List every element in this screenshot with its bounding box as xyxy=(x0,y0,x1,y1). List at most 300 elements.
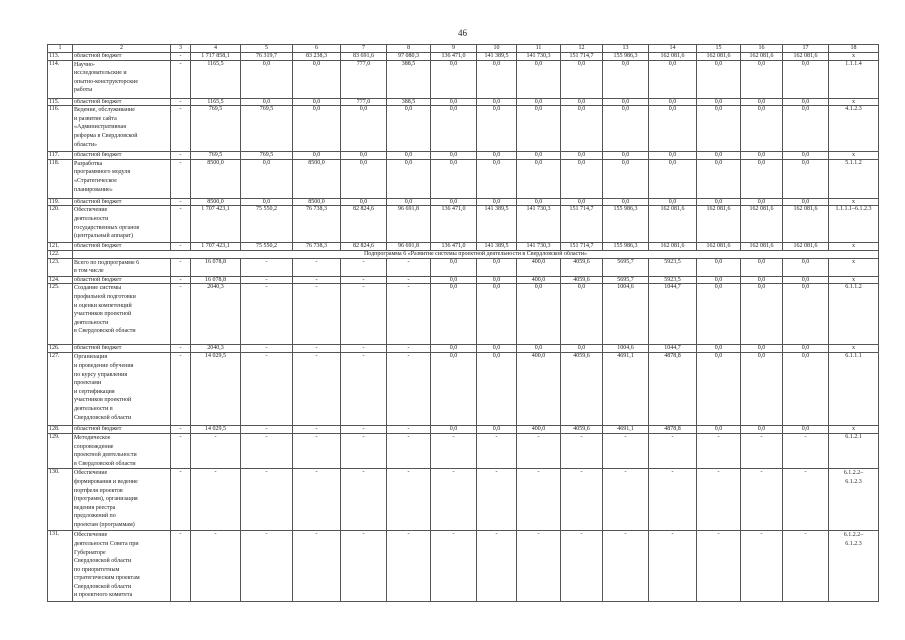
table-cell: - xyxy=(191,531,241,602)
table-cell: 0,0 xyxy=(603,198,649,206)
table-cell: 0,0 xyxy=(517,345,561,353)
row-label-line: сопровождение xyxy=(74,443,114,450)
table-cell: 0,0 xyxy=(431,258,477,276)
table-cell: - xyxy=(341,284,387,345)
table-cell: 1004,6 xyxy=(603,345,649,353)
table-cell: 0,0 xyxy=(603,98,649,106)
row-label-line: профильной подготовки xyxy=(74,293,136,300)
column-header: 9 xyxy=(431,45,477,53)
table-cell xyxy=(829,469,879,531)
row-label xyxy=(73,345,171,353)
table-cell: 0,0 xyxy=(561,106,603,152)
table-row xyxy=(48,53,879,61)
table-cell: - xyxy=(477,531,517,602)
row-label-line: стратегическим проектам xyxy=(74,575,140,582)
table-cell: - xyxy=(241,469,293,531)
table-cell: 0,0 xyxy=(241,98,293,106)
table-cell: - xyxy=(171,276,191,284)
table-cell: 162 081,6 xyxy=(783,243,829,251)
table-cell: 0,0 xyxy=(431,284,477,345)
table-cell: 0,0 xyxy=(517,106,561,152)
table-cell: 777,0 xyxy=(341,98,387,106)
table-cell: - xyxy=(191,469,241,531)
table-cell: 76 319,7 xyxy=(241,53,293,61)
table-cell: - xyxy=(431,433,477,468)
row-label-line: опытно-конструкторские xyxy=(74,78,139,85)
table-cell: 0,0 xyxy=(293,60,341,98)
table-cell: - xyxy=(603,531,649,602)
row-label xyxy=(73,60,171,98)
table-cell: 0,0 xyxy=(783,106,829,152)
table-cell: - xyxy=(783,433,829,468)
table-cell: - xyxy=(387,345,431,353)
table-cell: - xyxy=(783,531,829,602)
table-cell: - xyxy=(293,531,341,602)
table-cell: 0,0 xyxy=(603,106,649,152)
table-cell: 0,0 xyxy=(741,284,783,345)
table-row xyxy=(48,152,879,160)
table-cell: 4059,6 xyxy=(561,258,603,276)
table-cell: 0,0 xyxy=(341,152,387,160)
table-cell: 0,0 xyxy=(741,345,783,353)
column-header: 16 xyxy=(741,45,783,53)
row-number: 129. xyxy=(48,433,73,468)
table-cell: 0,0 xyxy=(603,60,649,98)
table-cell: - xyxy=(293,353,341,426)
table-row xyxy=(48,198,879,206)
table-cell: 400,0 xyxy=(517,426,561,434)
table-cell: - xyxy=(431,531,477,602)
table-cell xyxy=(829,531,879,602)
table-cell: - xyxy=(341,433,387,468)
table-cell: - xyxy=(387,284,431,345)
table-cell: 777,0 xyxy=(341,60,387,98)
row-label xyxy=(73,531,171,602)
table-cell: 0,0 xyxy=(649,106,697,152)
table-cell: 2040,3 xyxy=(191,284,241,345)
table-cell: 0,0 xyxy=(387,106,431,152)
row-number: 113. xyxy=(48,53,73,61)
table-cell: 0,0 xyxy=(241,159,293,198)
row-label xyxy=(73,106,171,152)
table-cell: 0,0 xyxy=(241,198,293,206)
table-cell: 0,0 xyxy=(697,426,741,434)
column-header: 18 xyxy=(829,45,879,53)
table-cell: - xyxy=(387,353,431,426)
row-label xyxy=(73,152,171,160)
row-label-line: планирование» xyxy=(74,186,113,193)
table-cell: 0,0 xyxy=(431,152,477,160)
table-row xyxy=(48,469,879,531)
row-number: 119. xyxy=(48,198,73,206)
table-cell: 0,0 xyxy=(561,98,603,106)
table-cell: 141 730,3 xyxy=(517,243,561,251)
table-cell: 75 550,2 xyxy=(241,206,293,243)
table-cell: - xyxy=(741,433,783,468)
row-label-line: Свердловской области xyxy=(74,583,132,590)
table-cell: 4059,6 xyxy=(561,426,603,434)
table-cell: - xyxy=(171,206,191,243)
table-cell: - xyxy=(191,433,241,468)
row-label-line: областной бюджет xyxy=(74,426,122,433)
row-number: 126. xyxy=(48,345,73,353)
table-cell: 4691,1 xyxy=(603,353,649,426)
table-cell: 400,0 xyxy=(517,258,561,276)
table-cell: 162 081,6 xyxy=(649,243,697,251)
table-cell: 0,0 xyxy=(293,152,341,160)
table-cell: - xyxy=(241,531,293,602)
table-cell: 141 730,3 xyxy=(517,206,561,243)
row-label xyxy=(73,284,171,345)
table-cell: 0,0 xyxy=(649,198,697,206)
table-cell: 0,0 xyxy=(783,284,829,345)
table-cell: - xyxy=(171,426,191,434)
table-cell: 0,0 xyxy=(783,258,829,276)
table-cell: х xyxy=(829,243,879,251)
row-label-line: (программ), организация xyxy=(74,496,138,503)
table-cell: х xyxy=(829,198,879,206)
row-label xyxy=(73,206,171,243)
column-header: 1 xyxy=(48,45,73,53)
row-label-line: реформа в Свердловской xyxy=(74,132,138,139)
table-cell: 0,0 xyxy=(241,60,293,98)
row-label-line: и оценки компетенций xyxy=(74,302,132,309)
row-label-line: Обеспечение xyxy=(74,532,108,539)
table-cell: - xyxy=(241,426,293,434)
table-cell: - xyxy=(171,98,191,106)
row-label-line: участников проектной xyxy=(74,311,132,318)
table-cell: 82 824,6 xyxy=(341,243,387,251)
row-label-line: Методическое xyxy=(74,434,111,441)
row-label-line: Свердловской области xyxy=(74,414,132,421)
table-cell: - xyxy=(171,243,191,251)
table-cell: - xyxy=(293,276,341,284)
table-cell: 0,0 xyxy=(561,198,603,206)
row-number: 128. xyxy=(48,426,73,434)
row-label-line: и развитие сайта xyxy=(74,115,117,122)
table-cell: - xyxy=(293,258,341,276)
row-label-line: деятельности xyxy=(74,215,109,222)
column-header: 3 xyxy=(171,45,191,53)
table-cell: 151 714,7 xyxy=(561,243,603,251)
row-number: 121. xyxy=(48,243,73,251)
row-number: 127. xyxy=(48,353,73,426)
row-label-line: проектам (программам) xyxy=(74,521,135,528)
column-header: 4 xyxy=(191,45,241,53)
row-label-line: программного модуля xyxy=(74,169,131,176)
table-cell: - xyxy=(431,469,477,531)
row-label-line: Организация xyxy=(74,354,108,361)
table-cell: 0,0 xyxy=(783,60,829,98)
table-cell: 0,0 xyxy=(741,276,783,284)
row-label-line: по приоритетным xyxy=(74,566,120,573)
table-cell: 0,0 xyxy=(341,198,387,206)
table-cell: 0,0 xyxy=(783,152,829,160)
table-cell: 8500,0 xyxy=(293,198,341,206)
table-cell: 96 691,8 xyxy=(387,243,431,251)
column-header: 10 xyxy=(477,45,517,53)
table-cell: - xyxy=(741,469,783,531)
table-cell: - xyxy=(171,531,191,602)
row-label xyxy=(73,353,171,426)
row-label-line: деятельности Совета при xyxy=(74,540,139,547)
table-cell: 769,5 xyxy=(241,152,293,160)
row-label-line: ведения реестра xyxy=(74,504,116,511)
table-cell: 5695,7 xyxy=(603,258,649,276)
table-cell: 8500,0 xyxy=(293,159,341,198)
table-cell: - xyxy=(517,469,561,531)
table-cell: - xyxy=(293,426,341,434)
table-cell: - xyxy=(387,276,431,284)
table-cell: 8500,0 xyxy=(191,198,241,206)
table-cell: 4059,6 xyxy=(561,276,603,284)
table-cell: 0,0 xyxy=(431,60,477,98)
table-cell: 141 389,5 xyxy=(477,206,517,243)
table-cell: 0,0 xyxy=(431,353,477,426)
row-label-line: работы xyxy=(74,87,93,94)
table-cell: 0,0 xyxy=(293,106,341,152)
table-cell: 388,5 xyxy=(387,98,431,106)
table-cell: - xyxy=(603,469,649,531)
table-cell: - xyxy=(171,198,191,206)
table-cell: 1044,7 xyxy=(649,345,697,353)
table-cell: - xyxy=(783,469,829,531)
table-cell: 0,0 xyxy=(341,106,387,152)
table-cell: - xyxy=(341,353,387,426)
table-header xyxy=(48,45,879,53)
row-number: 125. xyxy=(48,284,73,345)
table-cell: 0,0 xyxy=(741,106,783,152)
table-cell: 0,0 xyxy=(697,258,741,276)
table-cell: - xyxy=(171,353,191,426)
row-label-line: и сертификация xyxy=(74,388,115,395)
table-cell: 0,0 xyxy=(697,106,741,152)
table-cell: 162 081,6 xyxy=(783,206,829,243)
table-cell: - xyxy=(697,531,741,602)
table-cell: 0,0 xyxy=(741,258,783,276)
table-cell: - xyxy=(649,433,697,468)
table-cell: 4691,1 xyxy=(603,426,649,434)
table-cell: 769,5 xyxy=(241,106,293,152)
row-label-line: государственных органов xyxy=(74,224,140,231)
table-cell: х xyxy=(829,258,879,276)
row-label xyxy=(73,469,171,531)
table-cell: - xyxy=(477,469,517,531)
table-cell: - xyxy=(171,345,191,353)
table-cell: х xyxy=(829,53,879,61)
row-label-line: Научно- xyxy=(74,61,95,68)
table-cell: 1 707 423,1 xyxy=(191,243,241,251)
row-label-line: Свердловской области xyxy=(74,558,132,565)
row-label-line: исследовательские и xyxy=(74,70,127,77)
table-row xyxy=(48,345,879,353)
table-cell: 0,0 xyxy=(697,159,741,198)
row-label-line: и проведение обучения xyxy=(74,362,134,369)
table-cell: 162 081,6 xyxy=(741,206,783,243)
table-cell: - xyxy=(293,345,341,353)
table-cell: 141 389,5 xyxy=(477,243,517,251)
table-cell: - xyxy=(477,433,517,468)
row-label xyxy=(73,433,171,468)
table-row xyxy=(48,106,879,152)
table-row xyxy=(48,433,879,468)
table-cell: 0,0 xyxy=(783,98,829,106)
table-cell: 0,0 xyxy=(387,198,431,206)
table-cell: 0,0 xyxy=(783,426,829,434)
table-cell: 0,0 xyxy=(697,276,741,284)
table-cell: 0,0 xyxy=(477,152,517,160)
table-cell: 5923,5 xyxy=(649,276,697,284)
table-cell: 0,0 xyxy=(783,276,829,284)
table-cell: 151 714,7 xyxy=(561,53,603,61)
table-cell: 0,0 xyxy=(477,98,517,106)
table-cell: 0,0 xyxy=(741,152,783,160)
table-cell: 0,0 xyxy=(517,198,561,206)
table-cell: 83 691,6 xyxy=(341,53,387,61)
table-cell: 388,5 xyxy=(387,60,431,98)
table-row xyxy=(48,284,879,345)
table-cell: 769,5 xyxy=(191,152,241,160)
row-label-line: в том числе xyxy=(74,268,104,275)
row-label-line: Обеспечение xyxy=(74,470,108,477)
table-cell: 0,0 xyxy=(561,345,603,353)
table-cell: 155 986,3 xyxy=(603,243,649,251)
table-cell: 136 471,0 xyxy=(431,53,477,61)
column-header: 2 xyxy=(73,45,171,53)
row-label-line: Обеспечение xyxy=(74,207,108,214)
table-cell: - xyxy=(387,531,431,602)
column-header: 8 xyxy=(387,45,431,53)
table-row xyxy=(48,98,879,106)
table-cell: - xyxy=(741,531,783,602)
table-cell: - xyxy=(387,258,431,276)
table-cell: 0,0 xyxy=(517,60,561,98)
table-cell: - xyxy=(341,345,387,353)
table-cell: - xyxy=(649,531,697,602)
table-cell: - xyxy=(603,433,649,468)
table-row xyxy=(48,258,879,276)
table-cell: 0,0 xyxy=(477,258,517,276)
table-cell: 0,0 xyxy=(387,152,431,160)
table-cell: - xyxy=(241,353,293,426)
table-cell: 0,0 xyxy=(697,152,741,160)
table-cell: 0,0 xyxy=(477,198,517,206)
row-label-line: областной бюджет xyxy=(74,276,122,283)
row-label-line: по курсу управления xyxy=(74,371,128,378)
table-cell: 0,0 xyxy=(341,159,387,198)
row-label-line: предложений по xyxy=(74,513,116,520)
table-cell: 6.1.1.1 xyxy=(829,353,879,426)
table-cell: 16 078,8 xyxy=(191,276,241,284)
table-cell: 0,0 xyxy=(477,284,517,345)
table-cell: 162 081,6 xyxy=(741,53,783,61)
table-body xyxy=(48,53,879,602)
table-cell: 1.1.1.1–6.1.2.3 xyxy=(829,206,879,243)
row-label-line: Всего по подпрограмме 6 xyxy=(74,259,140,266)
row-label-line: областной бюджет xyxy=(74,243,122,250)
row-label-line: Создание системы xyxy=(74,285,122,292)
row-label-line: областной бюджет xyxy=(74,98,122,105)
table-cell: 136 471,0 xyxy=(431,206,477,243)
table-cell: 4878,8 xyxy=(649,426,697,434)
row-label-line: проектной деятельности xyxy=(74,452,137,459)
row-label-line: участников проектной xyxy=(74,397,132,404)
table-cell: 0,0 xyxy=(431,276,477,284)
table-cell: - xyxy=(341,531,387,602)
table-cell: - xyxy=(561,433,603,468)
table-cell: х xyxy=(829,152,879,160)
table-cell: 0,0 xyxy=(477,60,517,98)
table-cell: 0,0 xyxy=(697,98,741,106)
table-cell: 16 078,8 xyxy=(191,258,241,276)
table-cell: 1 717 858,1 xyxy=(191,53,241,61)
row-label-line: в Свердловской области xyxy=(74,328,136,335)
table-cell: - xyxy=(561,531,603,602)
table-cell: 2040,3 xyxy=(191,345,241,353)
table-cell: 0,0 xyxy=(697,353,741,426)
table-cell: 0,0 xyxy=(649,159,697,198)
table-cell: 97 080,3 xyxy=(387,53,431,61)
table-cell: 14 029,5 xyxy=(191,426,241,434)
table-cell: - xyxy=(561,469,603,531)
row-number: 120. xyxy=(48,206,73,243)
row-label-line: областной бюджет xyxy=(74,198,122,205)
table-cell: 0,0 xyxy=(783,159,829,198)
table-cell: - xyxy=(241,276,293,284)
cell-line: 6.1.2.2– xyxy=(843,470,864,477)
table-cell: - xyxy=(171,106,191,152)
page-number: 46 xyxy=(458,28,467,38)
table-cell: 76 738,3 xyxy=(293,206,341,243)
table-row xyxy=(48,60,879,98)
row-label-line: области» xyxy=(74,141,98,148)
table-cell: 162 081,6 xyxy=(783,53,829,61)
table-cell: - xyxy=(171,433,191,468)
row-label-line: областной бюджет xyxy=(74,152,122,159)
table-cell: 155 986,3 xyxy=(603,53,649,61)
table-cell: - xyxy=(341,258,387,276)
table-cell: 6.1.1.2 xyxy=(829,284,879,345)
row-label-line: Ведение, обслуживание xyxy=(74,107,135,114)
table-cell: 0,0 xyxy=(561,159,603,198)
table-cell: 1 707 423,1 xyxy=(191,206,241,243)
table-cell: 0,0 xyxy=(431,345,477,353)
table-cell: 96 691,8 xyxy=(387,206,431,243)
row-number: 114. xyxy=(48,60,73,98)
table-cell: 0,0 xyxy=(697,60,741,98)
row-label-line: в Свердловской области xyxy=(74,460,136,467)
table-cell: 0,0 xyxy=(741,159,783,198)
row-label xyxy=(73,159,171,198)
table-cell: 0,0 xyxy=(741,98,783,106)
table-cell: х xyxy=(829,426,879,434)
table-cell: 0,0 xyxy=(561,152,603,160)
table-cell: 0,0 xyxy=(649,98,697,106)
table-row xyxy=(48,250,879,258)
table-cell: 0,0 xyxy=(431,98,477,106)
table-cell: 0,0 xyxy=(431,106,477,152)
table-cell: - xyxy=(341,469,387,531)
column-header: 12 xyxy=(561,45,603,53)
table-cell: 0,0 xyxy=(741,426,783,434)
row-label xyxy=(73,98,171,106)
table-cell: 14 029,5 xyxy=(191,353,241,426)
table-cell: 0,0 xyxy=(649,60,697,98)
table-cell: - xyxy=(341,426,387,434)
row-number: 122. xyxy=(48,250,73,258)
row-number: 115. xyxy=(48,98,73,106)
row-number: 116. xyxy=(48,106,73,152)
